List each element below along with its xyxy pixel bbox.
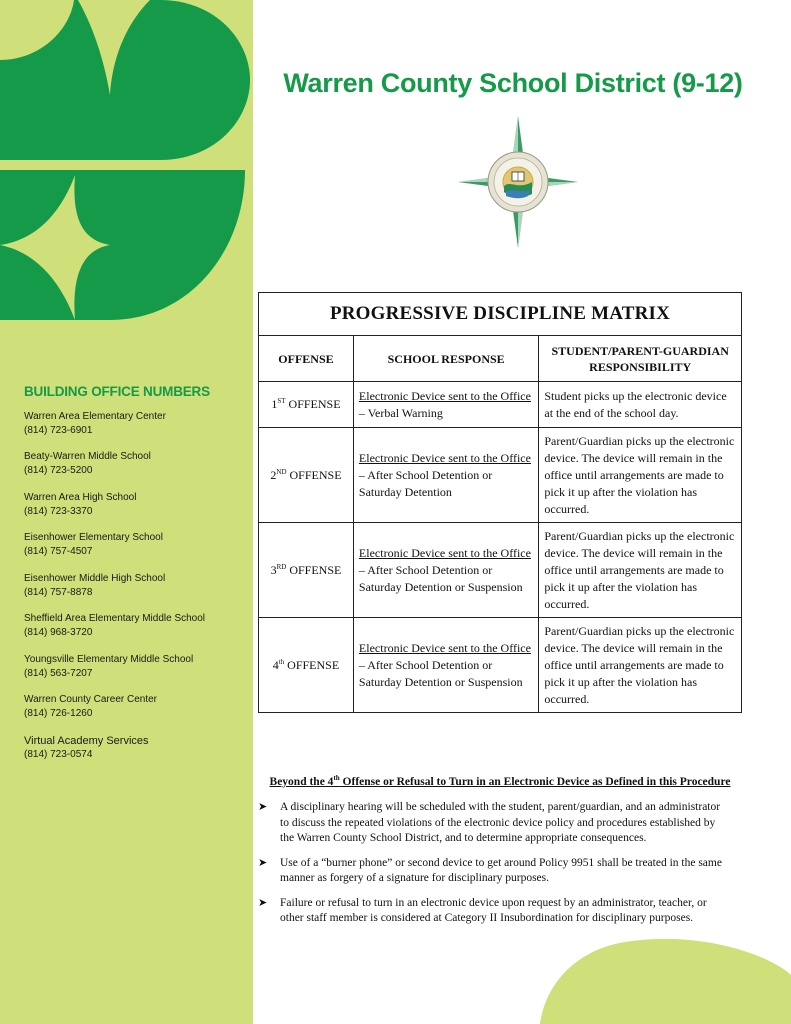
office-phone: (814) 723-0574: [24, 749, 93, 760]
office-name: Sheffield Area Elementary Middle School: [24, 613, 206, 624]
offense-number: 3: [270, 562, 277, 577]
offense-cell: [259, 382, 354, 428]
office-phone: (814) 757-8878: [24, 587, 93, 598]
offense-suffix: th: [278, 657, 285, 666]
office-name: Youngsville Elementary Middle School: [24, 654, 194, 665]
list-item: [258, 896, 728, 927]
response-text: – After School Detention or Saturday Detention: [358, 467, 493, 499]
office-phone: (814) 757-4507: [24, 546, 93, 557]
office-phone: (814) 723-3370: [24, 506, 93, 517]
arrow-bullet-icon: ➤: [258, 856, 268, 869]
office-entry: [24, 450, 151, 478]
office-name: Beaty-Warren Middle School: [24, 451, 151, 462]
responsibility-cell: Student picks up the electronic device at the end of the school day.: [539, 382, 742, 428]
list-item: [258, 800, 728, 847]
office-entry: [24, 734, 149, 762]
district-compass-seal-icon: [458, 116, 578, 248]
office-entry: [24, 410, 166, 438]
column-header-school-response: SCHOOL RESPONSE: [353, 336, 538, 382]
beyond-heading: [258, 774, 742, 788]
response-text: – Verbal Warning: [358, 405, 443, 420]
table-row: [259, 618, 742, 713]
office-entry: [24, 572, 165, 600]
school-response-cell: [353, 382, 538, 428]
responsibility-cell: Parent/Guardian picks up the electronic device. The device will remain in the office until arrangements are made to pick it up after the violation has occurred.: [539, 523, 742, 618]
response-text: – After School Detention or Saturday Detention or Suspension: [358, 562, 523, 594]
beyond-heading-sup: th: [333, 774, 340, 782]
school-response-cell: [353, 428, 538, 523]
office-entry: [24, 531, 163, 559]
office-phone: (814) 563-7207: [24, 668, 93, 679]
office-name: Eisenhower Middle High School: [24, 573, 166, 584]
offense-suffix: ND: [276, 467, 287, 476]
deco-shape-br: [110, 170, 245, 320]
offense-label: OFFENSE: [284, 657, 340, 672]
offense-cell: [259, 618, 354, 713]
matrix-title: PROGRESSIVE DISCIPLINE MATRIX: [259, 293, 742, 336]
offense-suffix: RD: [276, 562, 287, 571]
bullet-text: Use of a “burner phone” or second device to get around Policy 9951 shall be treated in the same manner as forgery of a signature for disciplinary purposes.: [280, 856, 722, 884]
beyond-heading-pre: Beyond the 4: [269, 775, 334, 788]
office-name: Warren Area High School: [24, 492, 137, 503]
office-phone: (814) 726-1260: [24, 708, 93, 719]
response-underlined: Electronic Device sent to the Office: [358, 388, 531, 403]
office-name: Warren Area Elementary Center: [24, 411, 166, 422]
office-phone: (814) 723-6901: [24, 425, 93, 436]
response-text: – After School Detention or Saturday Detention or Suspension: [358, 657, 523, 689]
offense-cell: [259, 428, 354, 523]
office-entry: [24, 693, 157, 721]
response-underlined: Electronic Device sent to the Office: [358, 640, 531, 655]
offense-label: OFFENSE: [286, 562, 342, 577]
beyond-heading-post: Offense or Refusal to Turn in an Electronic Device as Defined in this Procedure: [339, 775, 731, 788]
list-item: [258, 856, 728, 887]
responsibility-cell: Parent/Guardian picks up the electronic device. The device will remain in the office until arrangements are made to pick it up after the violation has occurred.: [539, 428, 742, 523]
bullet-text: A disciplinary hearing will be scheduled with the student, parent/guardian, and an administrator to discuss the repeated violations of the electronic device policy and procedures established by the Warren County School District, and to determine appropriate consequences.: [280, 801, 721, 844]
bullet-list: [258, 800, 728, 936]
office-phone: (814) 968-3720: [24, 627, 93, 638]
office-phone: (814) 723-5200: [24, 465, 93, 476]
offense-number: 1: [271, 397, 278, 411]
office-entry: [24, 491, 136, 519]
table-row: [259, 382, 742, 428]
column-header-responsibility: STUDENT/PARENT-GUARDIAN RESPONSIBILITY: [539, 336, 742, 382]
responsibility-cell: Parent/Guardian picks up the electronic device. The device will remain in the office until arrangements are made to pick it up after the violation has occurred.: [539, 618, 742, 713]
offense-suffix: ST: [277, 397, 286, 405]
discipline-matrix-table: [258, 292, 742, 713]
office-entry: [24, 612, 205, 640]
arrow-bullet-icon: ➤: [258, 896, 268, 909]
offense-number: 4: [272, 657, 279, 672]
offense-number: 2: [270, 467, 277, 482]
bullet-text: Failure or refusal to turn in an electronic device upon request by an administrator, teacher, or other staff member is considered at Category II Insubordination for disciplinary purposes.: [280, 896, 707, 924]
arrow-bullet-icon: ➤: [258, 801, 268, 813]
table-row: [259, 523, 742, 618]
page-title: Warren County School District (9-12): [283, 68, 743, 98]
office-name: Virtual Academy Services: [24, 735, 149, 747]
office-entry: [24, 653, 193, 681]
offense-cell: [259, 523, 354, 618]
sidebar: [0, 0, 253, 1024]
response-underlined: Electronic Device sent to the Office: [358, 545, 531, 560]
offense-label: OFFENSE: [285, 397, 341, 411]
building-office-heading: BUILDING OFFICE NUMBERS: [24, 384, 210, 399]
table-row: [259, 428, 742, 523]
school-response-cell: [353, 523, 538, 618]
office-name: Warren County Career Center: [24, 694, 158, 705]
column-header-offense: OFFENSE: [259, 336, 354, 382]
office-name: Eisenhower Elementary School: [24, 532, 163, 543]
school-response-cell: [353, 618, 538, 713]
deco-shape-bottom-right: [540, 939, 791, 1024]
response-underlined: Electronic Device sent to the Office: [358, 450, 531, 465]
offense-label: OFFENSE: [286, 467, 342, 482]
